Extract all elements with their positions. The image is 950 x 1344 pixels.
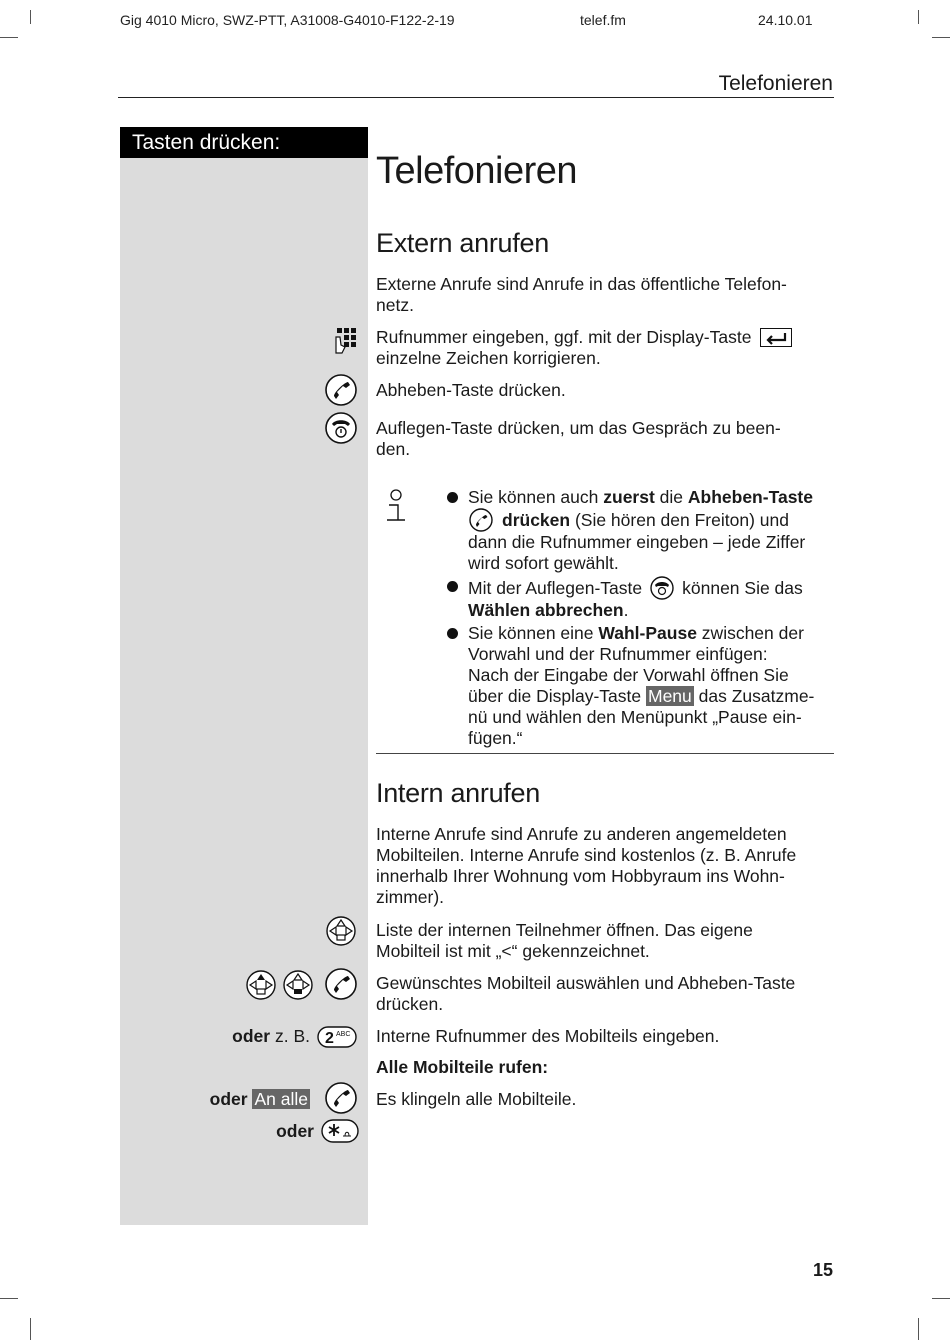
key-label-oder-an-alle: oder An alle bbox=[209, 1089, 308, 1109]
keypad-icon bbox=[333, 327, 359, 355]
header-doc-id: Gig 4010 Micro, SWZ-PTT, A31008-G4010-F122-2-19 bbox=[120, 12, 455, 28]
bullet bbox=[447, 628, 458, 639]
control-key-icon bbox=[326, 916, 356, 946]
crop-mark bbox=[30, 1318, 31, 1340]
bullet bbox=[447, 492, 458, 503]
crop-mark bbox=[932, 1298, 950, 1299]
heading-extern: Extern anrufen bbox=[376, 228, 549, 258]
heading-intern: Intern anrufen bbox=[376, 778, 540, 808]
off-hook-key-icon bbox=[325, 1082, 357, 1114]
an-alle-softkey: An alle bbox=[254, 1089, 308, 1109]
off-hook-key-icon bbox=[325, 374, 357, 406]
header-date: 24.10.01 bbox=[758, 12, 813, 28]
extern-intro: Externe Anrufe sind Anrufe in das öffentliche Telefon- netz. bbox=[376, 274, 787, 315]
intern-step-4: Es klingeln alle Mobilteile. bbox=[376, 1089, 577, 1109]
intern-intro: Interne Anrufe sind Anrufe zu anderen angemeldeten Mobilteilen. Interne Anrufe sind kostenlos (z. B. Anrufe innerhalb Ihrer Wohnung vom Hobbyraum ins Wohn- zimmer). bbox=[376, 824, 797, 907]
tip-1: Sie können auch zuerst die Abheben-Taste drücken (Sie hören den Freiton) und dann die Rufnummer eingeben – jede Ziffer wird sofort gewählt. bbox=[468, 487, 813, 573]
crop-mark bbox=[0, 37, 18, 38]
off-hook-key-icon bbox=[468, 508, 496, 532]
all-handsets-heading: Alle Mobilteile rufen: bbox=[376, 1057, 549, 1077]
bullet bbox=[447, 581, 458, 592]
crop-mark bbox=[918, 1318, 919, 1340]
svg-text:ABC: ABC bbox=[336, 1031, 351, 1038]
page-title: Telefonieren bbox=[376, 150, 578, 192]
extern-step-1: Rufnummer eingeben, ggf. mit der Display-Taste einzelne Zeichen korrigieren. bbox=[376, 327, 836, 369]
on-hook-key-icon bbox=[325, 412, 357, 444]
key-label-oder-zb: oder z. B. bbox=[232, 1026, 310, 1046]
header-file: telef.fm bbox=[580, 12, 626, 28]
crop-mark bbox=[0, 1298, 18, 1299]
intern-step-1: Liste der internen Teilnehmer öffnen. Das eigene Mobilteil ist mit „<“ gekennzeichnet. bbox=[376, 920, 753, 961]
intern-step-2: Gewünschtes Mobilteil auswählen und Abheben-Taste drücken. bbox=[376, 973, 796, 1014]
crop-mark bbox=[918, 10, 919, 24]
tip-2: Mit der Auflegen-Taste können Sie das Wählen abbrechen. bbox=[468, 578, 803, 620]
svg-text:2: 2 bbox=[325, 1030, 334, 1047]
extern-step-2: Abheben-Taste drücken. bbox=[376, 380, 566, 400]
control-key-down-icon bbox=[283, 970, 313, 1000]
digit-2-key-icon bbox=[317, 1026, 357, 1048]
crop-mark bbox=[932, 37, 950, 38]
header-rule bbox=[118, 97, 834, 98]
key-column-title: Tasten drücken: bbox=[120, 127, 368, 158]
backspace-key-icon bbox=[760, 328, 792, 347]
key-column bbox=[120, 127, 368, 1225]
on-hook-key-icon bbox=[642, 576, 682, 600]
tip-3: Sie können eine Wahl-Pause zwischen der Vorwahl und der Rufnummer einfügen: Nach der Eingabe der Vorwahl öffnen Sie über die Display-Taste Menu das Zusatzme- nü und wählen den Menüpunkt „Pause ein- fügen.“ bbox=[468, 623, 815, 748]
section-title: Telefonieren bbox=[718, 72, 833, 95]
info-icon bbox=[383, 489, 409, 523]
menu-softkey: Menu bbox=[648, 686, 692, 706]
star-key-icon bbox=[321, 1119, 359, 1143]
key-label-oder: oder bbox=[276, 1121, 314, 1141]
off-hook-key-icon bbox=[325, 968, 357, 1000]
extern-step-3: Auflegen-Taste drücken, um das Gespräch zu been- den. bbox=[376, 418, 781, 459]
crop-mark bbox=[30, 10, 31, 24]
control-key-up-icon bbox=[246, 970, 276, 1000]
page-number: 15 bbox=[812, 1260, 833, 1280]
intern-step-3: Interne Rufnummer des Mobilteils eingeben. bbox=[376, 1026, 720, 1046]
